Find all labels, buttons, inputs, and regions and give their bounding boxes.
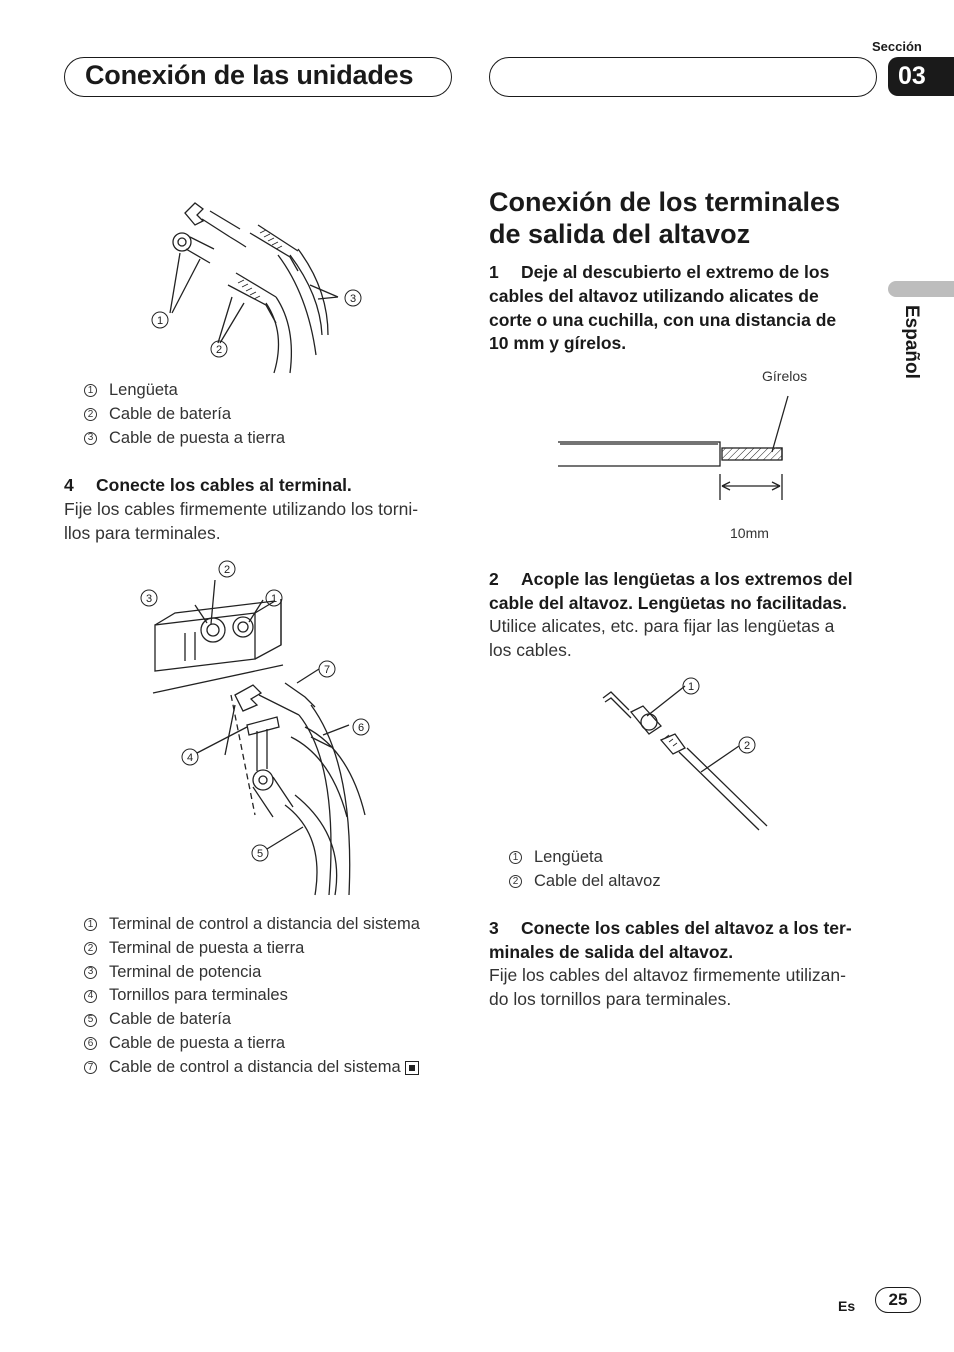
- step-number: 2: [489, 569, 499, 589]
- step-number: 1: [489, 262, 499, 282]
- fig2-callout-5: 5: [256, 848, 264, 860]
- legend-fig4: [509, 846, 661, 894]
- legend-text: Cable de batería: [109, 404, 232, 423]
- header-right-frame: [489, 57, 877, 97]
- fig2-callout-7: 7: [323, 664, 331, 676]
- body-line: Fije los cables del altavoz firmemente utilizan-: [489, 965, 846, 985]
- fig2-callout-2: 2: [223, 564, 231, 576]
- legend-number: 6: [84, 1037, 97, 1050]
- legend-text: Terminal de puesta a tierra: [109, 938, 305, 957]
- legend-item: [84, 427, 285, 451]
- legend-text: Tornillos para terminales: [109, 986, 288, 1005]
- legend-fig1: [84, 379, 285, 450]
- step-4-title: [64, 474, 352, 498]
- legend-item: [509, 846, 661, 870]
- legend-number: 2: [84, 408, 97, 421]
- step-4-body: [64, 498, 418, 546]
- legend-number: 3: [84, 432, 97, 445]
- end-of-section-icon: [405, 1061, 419, 1075]
- legend-number: 1: [84, 384, 97, 397]
- body-line: llos para terminales.: [64, 522, 221, 543]
- step-title: Conecte los cables al terminal.: [96, 475, 352, 495]
- step-3-title: [489, 917, 852, 965]
- body-line: los cables.: [489, 639, 572, 660]
- fig1-callout-3: 3: [349, 293, 357, 305]
- legend-item: [84, 984, 420, 1008]
- legend-item: [84, 913, 420, 937]
- legend-item: [84, 961, 420, 985]
- fig2-callout-4: 4: [186, 752, 194, 764]
- step-3-body: [489, 964, 846, 1012]
- legend-number: 1: [84, 918, 97, 931]
- step-line: minales de salida del altavoz.: [489, 941, 734, 962]
- legend-item: [84, 937, 420, 961]
- fig2-callout-3: 3: [145, 593, 153, 605]
- legend-item: [84, 379, 285, 403]
- fig2-callout-1: 1: [270, 593, 278, 605]
- fig2-callout-6: 6: [357, 722, 365, 734]
- step-2-title: [489, 568, 853, 616]
- figure-terminal-block: [135, 555, 385, 900]
- heading-line: de salida del altavoz: [489, 219, 751, 249]
- legend-number: 7: [84, 1061, 97, 1074]
- step-line: Deje al descubierto el extremo de los: [521, 262, 830, 282]
- legend-text: Cable del altavoz: [534, 871, 661, 890]
- twist-label: Gírelos: [762, 368, 808, 384]
- legend-number: 5: [84, 1014, 97, 1027]
- heading-line: Conexión de los terminales: [489, 187, 841, 217]
- legend-number: 4: [84, 990, 97, 1003]
- length-label: 10mm: [730, 525, 769, 541]
- legend-text: Lengüeta: [534, 848, 603, 866]
- legend-text: Cable de puesta a tierra: [109, 1033, 286, 1052]
- language-tab-bar: [888, 281, 954, 297]
- legend-item: [84, 403, 285, 427]
- legend-number: 1: [509, 851, 522, 864]
- step-1: [489, 261, 889, 356]
- legend-number: 3: [84, 966, 97, 979]
- figure-cables-with-lugs: [140, 185, 380, 375]
- legend-text: Cable de control a distancia del sistema: [109, 1057, 401, 1076]
- fig1-callout-2: 2: [215, 344, 223, 356]
- section-label: Sección: [872, 39, 922, 54]
- step-line: Acople las lengüetas a los extremos del: [521, 569, 853, 589]
- legend-number: 2: [84, 942, 97, 955]
- language-tab-label: Español: [901, 305, 922, 379]
- step-line: corte o una cuchilla, con una distancia de: [489, 309, 837, 330]
- legend-text: Cable de puesta a tierra: [109, 428, 286, 447]
- body-line: Utilice alicates, etc. para fijar las lengüetas a: [489, 616, 835, 636]
- legend-number: 2: [509, 875, 522, 888]
- section-heading: [489, 186, 909, 250]
- body-line: Fije los cables firmemente utilizando los torni-: [64, 499, 419, 519]
- page-number: 25: [875, 1287, 921, 1313]
- legend-item: [84, 1008, 420, 1032]
- legend-fig2: [84, 913, 420, 1080]
- fig4-callout-2: 2: [743, 740, 751, 752]
- fig1-callout-1: 1: [156, 315, 164, 327]
- step-number: 4: [64, 475, 74, 495]
- step-line: cables del altavoz utilizando alicates de: [489, 285, 819, 306]
- figure-stripped-wire: [550, 390, 800, 520]
- step-2-body: [489, 615, 834, 663]
- legend-text: Cable de batería: [109, 1010, 232, 1029]
- step-line: Conecte los cables del altavoz a los ter-: [521, 918, 852, 938]
- legend-item: [84, 1056, 420, 1080]
- step-line: 10 mm y gírelos.: [489, 333, 627, 354]
- step-line: cable del altavoz. Lengüetas no facilitadas.: [489, 592, 847, 613]
- legend-text: Terminal de control a distancia del sistema: [109, 915, 420, 933]
- figure-lug-speaker-wire: [595, 672, 775, 834]
- step-number: 3: [489, 918, 499, 938]
- legend-item: [509, 870, 661, 894]
- legend-text: Terminal de potencia: [109, 962, 262, 981]
- legend-item: [84, 1032, 420, 1056]
- legend-text: Lengüeta: [109, 381, 178, 399]
- body-line: do los tornillos para terminales.: [489, 988, 732, 1009]
- footer-language-code: Es: [838, 1298, 856, 1314]
- section-number-badge: 03: [888, 57, 954, 96]
- fig4-callout-1: 1: [687, 681, 695, 693]
- page-title: Conexión de las unidades: [85, 60, 414, 90]
